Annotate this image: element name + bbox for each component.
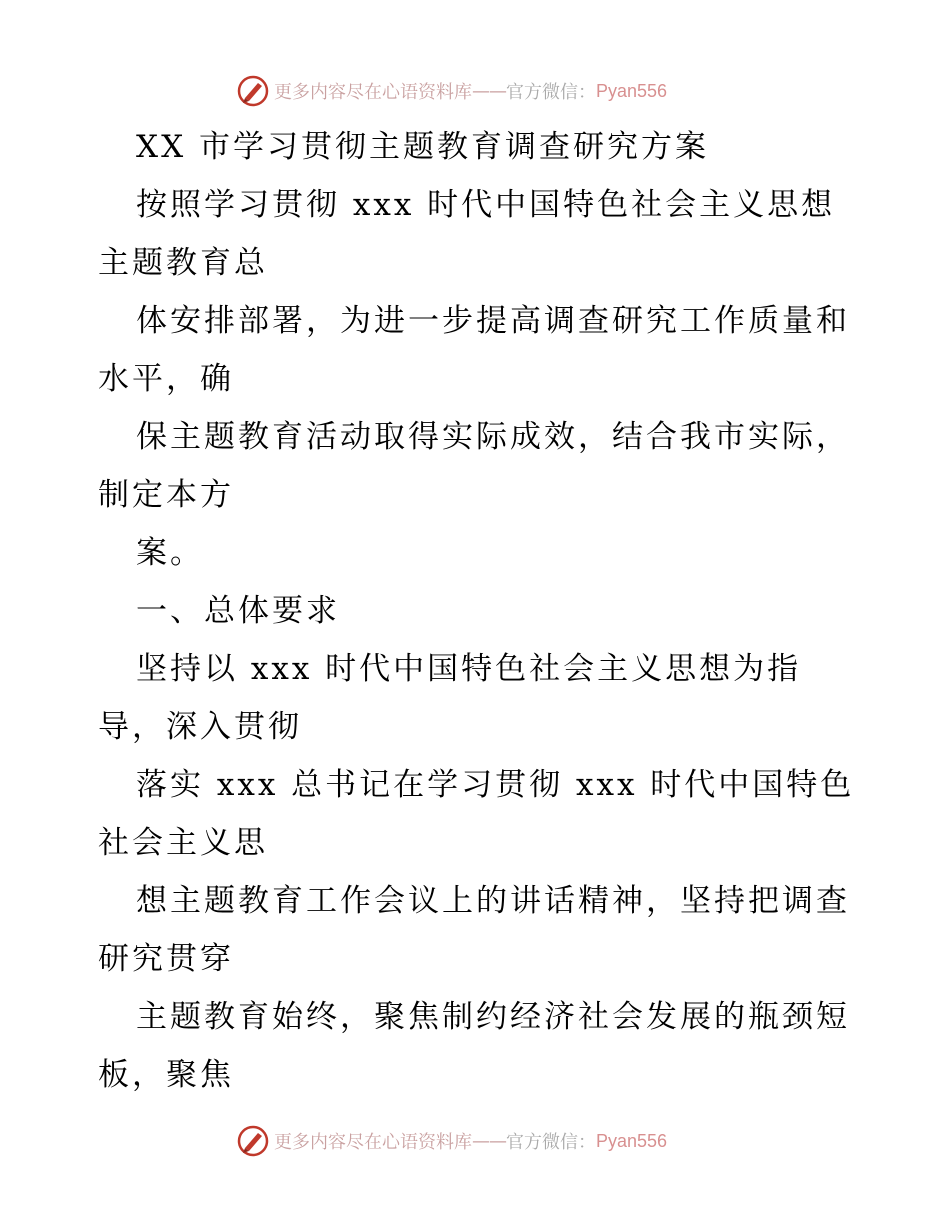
header-watermark [236, 74, 667, 108]
paragraph-line: 案。 [136, 535, 204, 571]
paragraph-line: 想主题教育工作会议上的讲话精神，坚持把调查 [136, 883, 850, 919]
paragraph-line: 主题教育始终，聚焦制约经济社会发展的瓶颈短 [136, 999, 850, 1035]
paragraph-line: 导，深入贯彻 [98, 709, 302, 745]
paragraph-line: 按照学习贯彻 xxx 时代中国特色社会主义思想 [136, 187, 836, 223]
paragraph-line: 社会主义思 [98, 825, 268, 861]
paragraph-line: 板，聚焦 [98, 1057, 234, 1093]
pen-logo-icon [236, 1124, 270, 1158]
watermark-wechat-id: Pyan556 [596, 1130, 668, 1151]
paragraph-line: 主题教育总 [98, 245, 268, 281]
pen-logo-icon [236, 74, 270, 108]
paragraph-line: 落实 xxx 总书记在学习贯彻 xxx 时代中国特色 [136, 767, 855, 803]
paragraph-line: 坚持以 xxx 时代中国特色社会主义思想为指 [136, 651, 802, 687]
section-heading: 一、总体要求 [136, 593, 340, 629]
watermark-wechat-label: 官方微信： [506, 1132, 596, 1153]
paragraph-line: 制定本方 [98, 477, 234, 513]
watermark-main-text: 更多内容尽在心语资料库 [274, 1132, 472, 1153]
watermark-dash: —— [472, 1130, 506, 1152]
paragraph-line: 体安排部署，为进一步提高调查研究工作质量和 [136, 303, 850, 339]
watermark-wechat-label: 官方微信： [506, 82, 596, 103]
document-title: XX 市学习贯彻主题教育调查研究方案 [136, 129, 709, 165]
watermark-wechat-id: Pyan556 [596, 80, 668, 101]
watermark-main-text: 更多内容尽在心语资料库 [274, 82, 472, 103]
paragraph-line: 保主题教育活动取得实际成效，结合我市实际， [136, 419, 850, 455]
paragraph-line: 研究贯穿 [98, 941, 234, 977]
document-body [98, 118, 858, 1104]
footer-watermark [236, 1124, 667, 1158]
paragraph-line: 水平，确 [98, 361, 234, 397]
watermark-dash: —— [472, 80, 506, 102]
